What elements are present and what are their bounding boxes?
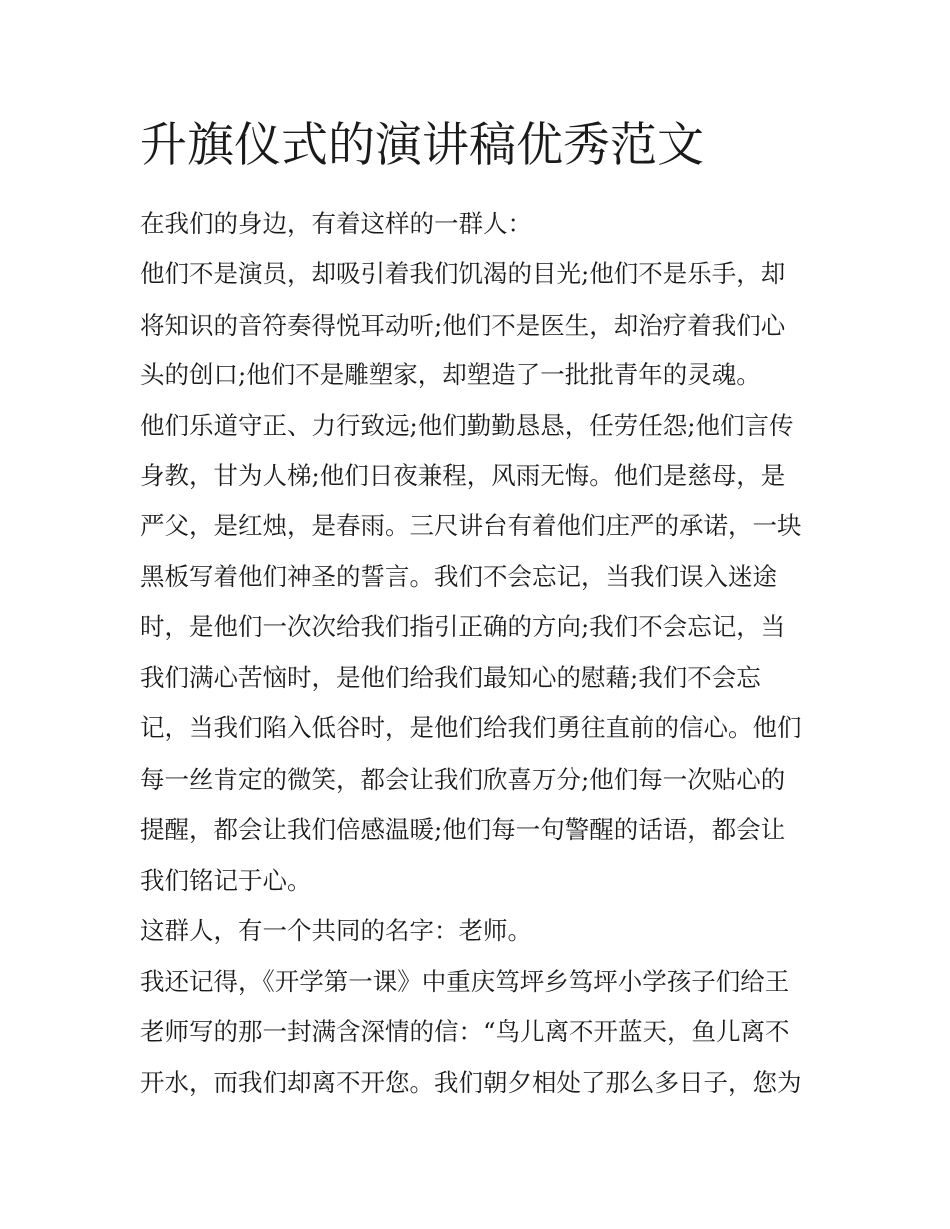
paragraph-line-5: 他们乐道守正、力行致远;他们勤勤恳恳，任劳任怨;他们言传 bbox=[140, 411, 794, 440]
paragraph-line-12: 每一丝肯定的微笑，都会让我们欣喜万分;他们每一次贴心的 bbox=[140, 765, 786, 794]
paragraph-line-14: 我们铭记于心。 bbox=[140, 866, 312, 895]
paragraph-line-2: 他们不是演员，却吸引着我们饥渴的目光;他们不是乐手，却 bbox=[140, 259, 786, 288]
paragraph-line-10: 我们满心苦恼时，是他们给我们最知心的慰藉;我们不会忘 bbox=[140, 663, 761, 692]
paragraph-line-9: 时，是他们一次次给我们指引正确的方向;我们不会忘记，当 bbox=[140, 612, 786, 641]
paragraph-line-7: 严父，是红烛，是春雨。三尺讲台有着他们庄严的承诺，一块 bbox=[140, 511, 802, 540]
paragraph-line-17: 老师写的那一封满含深情的信：“鸟儿离不开蓝天，鱼儿离不 bbox=[140, 1017, 790, 1046]
paragraph-line-16: 我还记得，《开学第一课》中重庆笃坪乡笃坪小学孩子们给王 bbox=[140, 967, 790, 996]
paragraph-line-11: 记，当我们陷入低谷时，是他们给我们勇往直前的信心。他们 bbox=[140, 713, 802, 742]
paragraph-line-1: 在我们的身边，有着这样的一群人： bbox=[140, 209, 532, 238]
paragraph-line-6: 身教，甘为人梯;他们日夜兼程，风雨无悔。他们是慈母，是 bbox=[140, 461, 786, 490]
paragraph-line-8: 黑板写着他们神圣的誓言。我们不会忘记，当我们误入迷途 bbox=[140, 562, 777, 591]
paragraph-line-18: 开水，而我们却离不开您。我们朝夕相处了那么多日子，您为 bbox=[140, 1068, 802, 1097]
paragraph-line-15: 这群人，有一个共同的名字：老师。 bbox=[140, 916, 532, 945]
document-title: 升旗仪式的演讲稿优秀范文 bbox=[140, 118, 704, 173]
paragraph-line-3: 将知识的音符奏得悦耳动听;他们不是医生，却治疗着我们心 bbox=[140, 311, 786, 340]
paragraph-line-4: 头的创口;他们不是雕塑家，却塑造了一批批青年的灵魂。 bbox=[140, 360, 761, 389]
paragraph-line-13: 提醒，都会让我们倍感温暖;他们每一句警醒的话语，都会让 bbox=[140, 815, 786, 844]
